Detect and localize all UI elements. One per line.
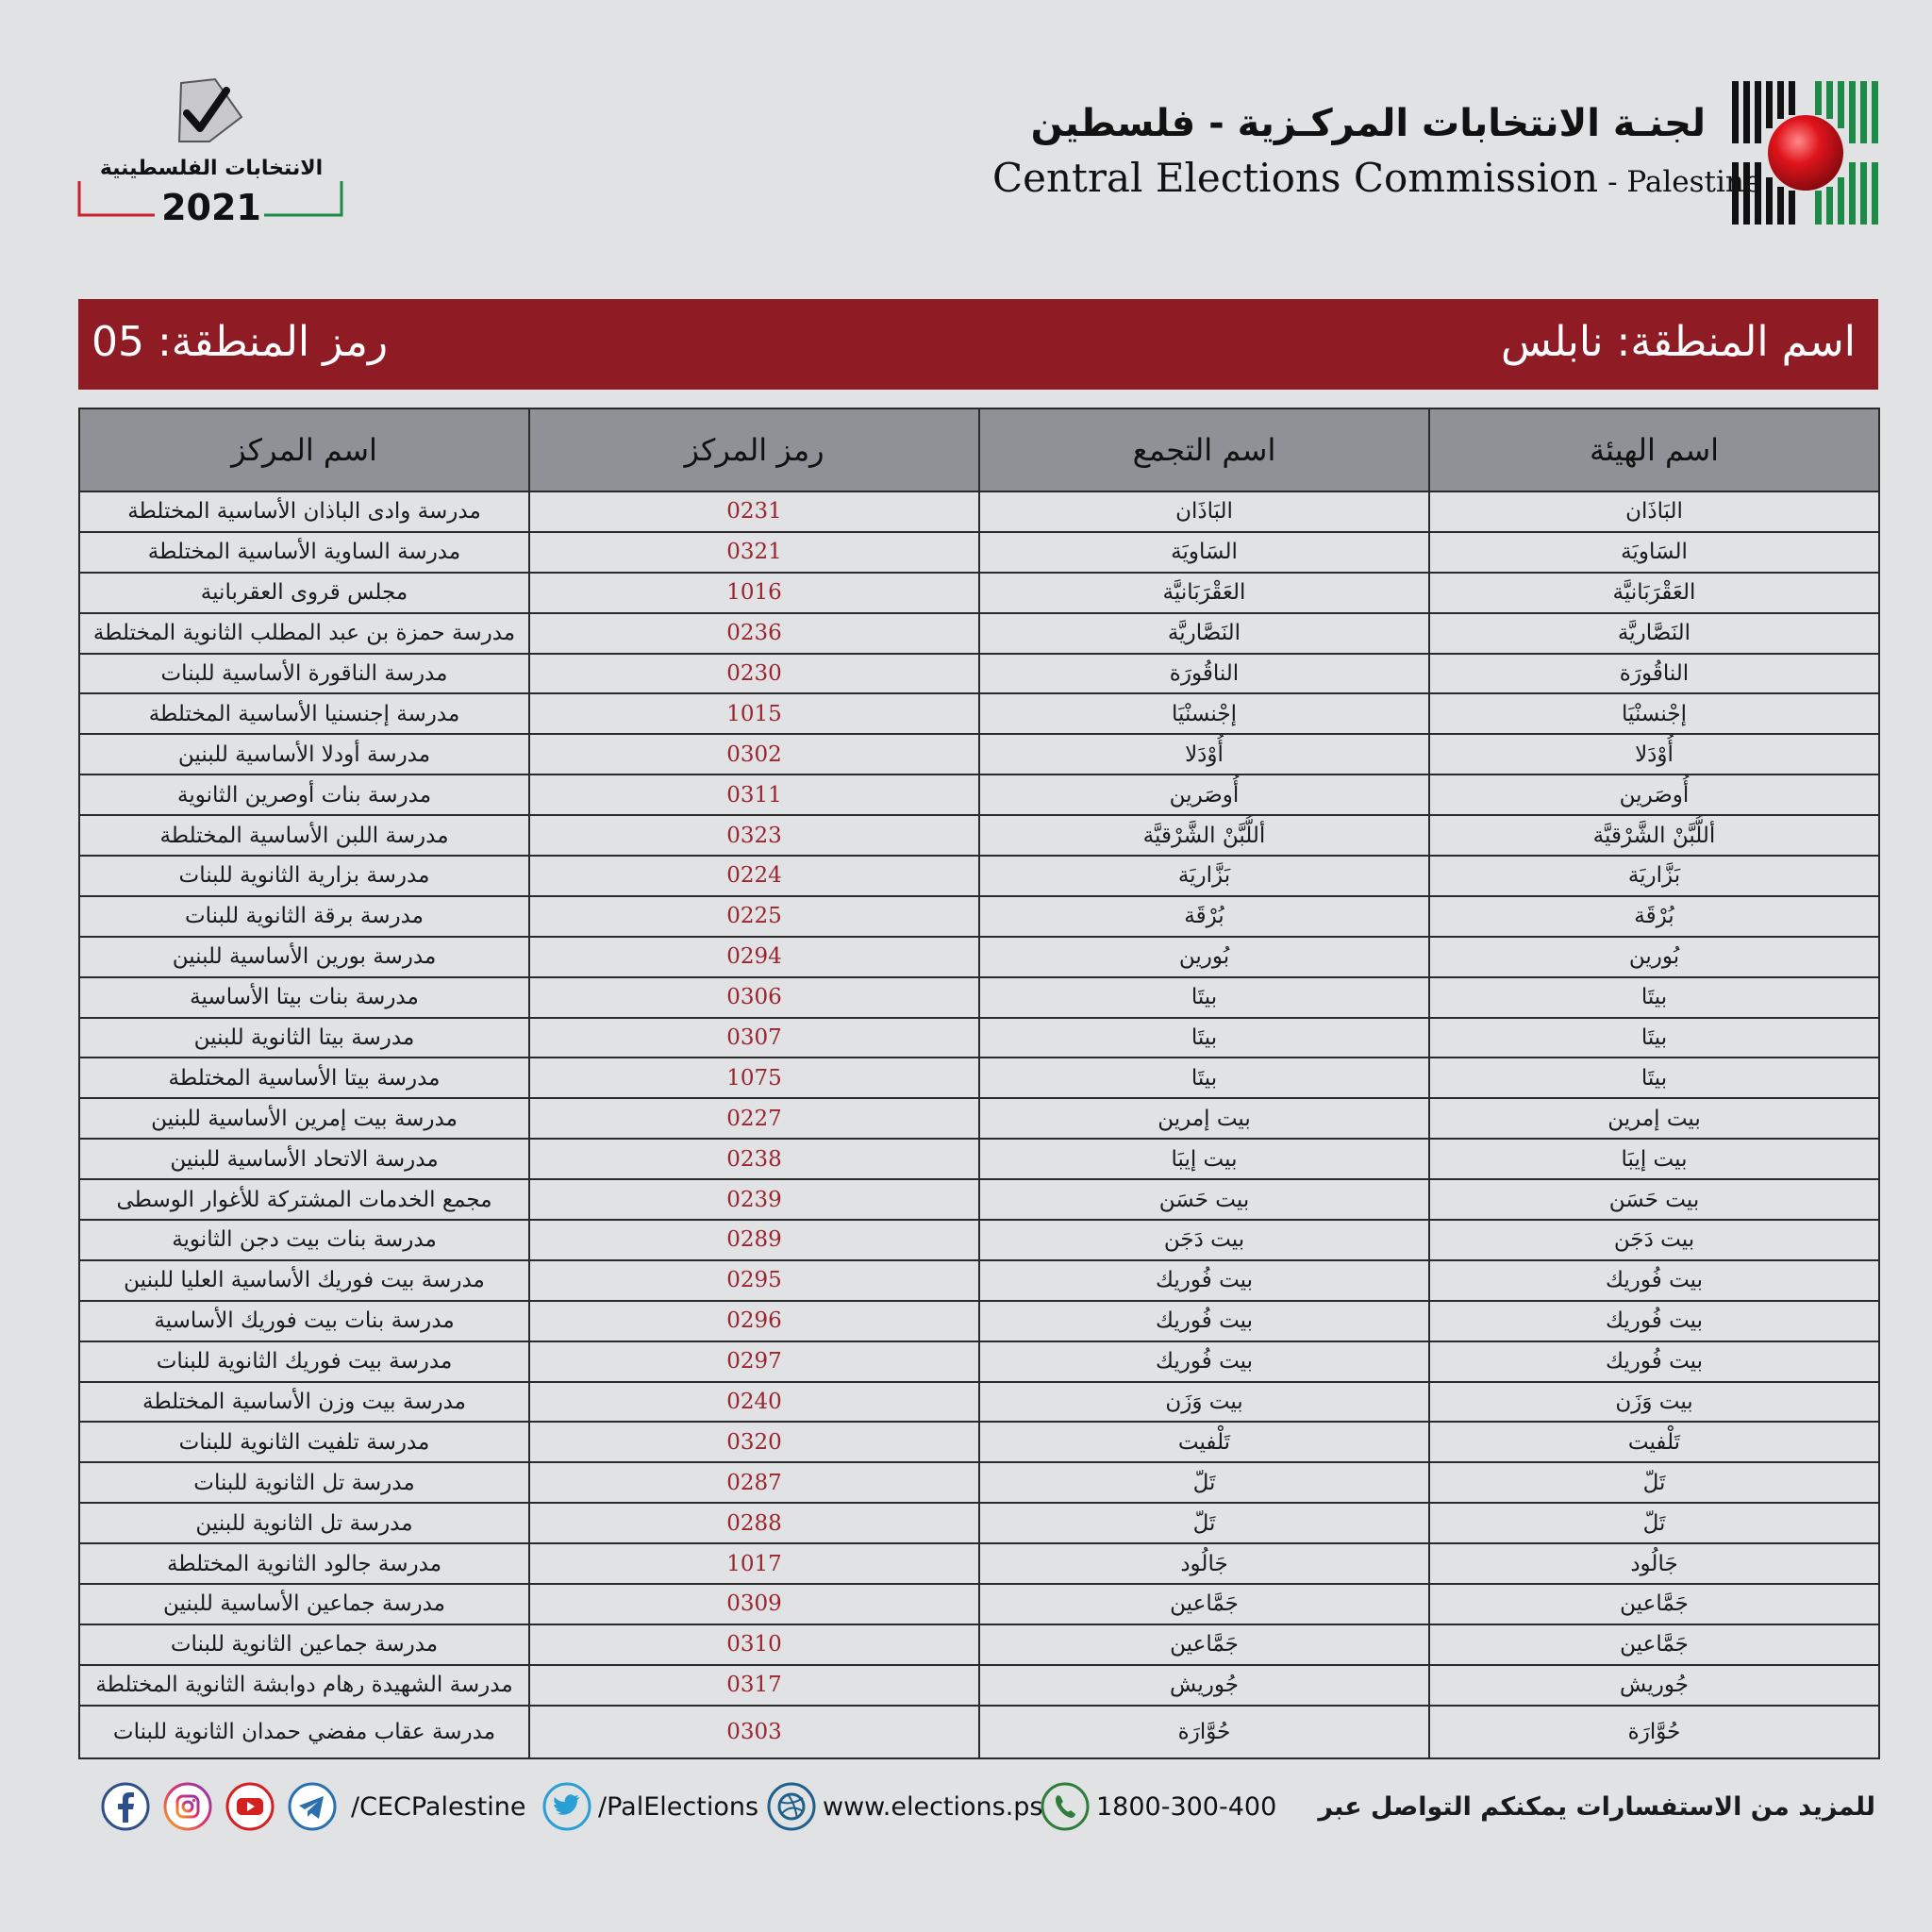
- cell-authority-name: أللُّبَّنْ الشَّرْقيَّة: [1429, 815, 1879, 856]
- cell-locality-name: بيت دَجَن: [979, 1220, 1429, 1260]
- cell-center-name: مدرسة وادى الباذان الأساسية المختلطة: [79, 491, 529, 532]
- polling-centers-table: [78, 408, 1878, 1759]
- org-name-english-main: Central Elections Commission: [992, 155, 1599, 201]
- cell-locality-name: جَمَّاعين: [979, 1624, 1429, 1665]
- cell-locality-name: أُوْدَلا: [979, 734, 1429, 774]
- cell-authority-name: بيتَا: [1429, 1018, 1879, 1058]
- table-row: [79, 1260, 1879, 1301]
- table-row: [79, 573, 1879, 613]
- cell-center-code: 0238: [529, 1139, 979, 1179]
- cell-center-code: 0296: [529, 1301, 979, 1341]
- cell-locality-name: العَقْرَبَانيَّة: [979, 573, 1429, 613]
- cell-center-name: مدرسة أودلا الأساسية للبنين: [79, 734, 529, 774]
- cell-authority-name: تَلْفيت: [1429, 1422, 1879, 1462]
- table-row: [79, 491, 1879, 532]
- cell-center-name: مدرسة إجنسنيا الأساسية المختلطة: [79, 693, 529, 734]
- cell-center-code: 1017: [529, 1543, 979, 1584]
- cell-center-code: 0227: [529, 1098, 979, 1139]
- cell-authority-name: بيت فُوريك: [1429, 1341, 1879, 1382]
- column-header-center-name: اسم المركز: [79, 408, 529, 491]
- table-row: [79, 693, 1879, 734]
- table-row: [79, 532, 1879, 573]
- table-row: [79, 1382, 1879, 1423]
- facebook-icon[interactable]: [100, 1781, 151, 1832]
- cell-center-name: مدرسة بنات بيت دجن الثانوية: [79, 1220, 529, 1260]
- cell-center-code: 0310: [529, 1624, 979, 1665]
- cell-center-name: مدرسة تلفيت الثانوية للبنات: [79, 1422, 529, 1462]
- cell-center-name: مدرسة الشهيدة رهام دوابشة الثانوية المختلطة: [79, 1665, 529, 1706]
- table-row: [79, 613, 1879, 654]
- table-row: [79, 1098, 1879, 1139]
- org-name-country: Palestine: [1626, 165, 1762, 199]
- cell-center-code: 1016: [529, 573, 979, 613]
- cell-center-name: مدرسة الاتحاد الأساسية للبنين: [79, 1139, 529, 1179]
- column-header-center-code: رمز المركز: [529, 408, 979, 491]
- cell-authority-name: بيت فُوريك: [1429, 1301, 1879, 1341]
- table-row: [79, 1503, 1879, 1543]
- cell-locality-name: النَصَّاريَّة: [979, 613, 1429, 654]
- cell-locality-name: جَمَّاعين: [979, 1584, 1429, 1624]
- cell-center-name: مدرسة تل الثانوية للبنين: [79, 1503, 529, 1543]
- table-row: [79, 856, 1879, 896]
- cell-center-code: 0288: [529, 1503, 979, 1543]
- cell-center-code: 0306: [529, 977, 979, 1018]
- cell-locality-name: بيتَا: [979, 977, 1429, 1018]
- youtube-icon[interactable]: [225, 1781, 275, 1832]
- table-row: [79, 1179, 1879, 1220]
- table-row: [79, 774, 1879, 815]
- cell-center-name: مدرسة اللبن الأساسية المختلطة: [79, 815, 529, 856]
- cell-center-name: مجمع الخدمات المشتركة للأغوار الوسطى: [79, 1179, 529, 1220]
- table-row: [79, 896, 1879, 937]
- cell-center-code: 0311: [529, 774, 979, 815]
- cell-center-name: مدرسة بنات بيت فوريك الأساسية: [79, 1301, 529, 1341]
- region-code: رمز المنطقة: 05: [92, 318, 389, 366]
- cell-authority-name: جَمَّاعين: [1429, 1624, 1879, 1665]
- cell-center-code: 0317: [529, 1665, 979, 1706]
- cell-center-code: 0297: [529, 1341, 979, 1382]
- table-row: [79, 1058, 1879, 1098]
- cell-authority-name: جَالُود: [1429, 1543, 1879, 1584]
- cell-locality-name: بيتَا: [979, 1058, 1429, 1098]
- footer-contact-bar: [75, 1781, 1879, 1838]
- cell-center-code: 0295: [529, 1260, 979, 1301]
- cell-center-name: مدرسة الساوية الأساسية المختلطة: [79, 532, 529, 573]
- cell-center-code: 0320: [529, 1422, 979, 1462]
- cell-locality-name: أُوصَرين: [979, 774, 1429, 815]
- cell-locality-name: أللُّبَّنْ الشَّرْقيَّة: [979, 815, 1429, 856]
- cell-center-code: 0225: [529, 896, 979, 937]
- table-row: [79, 1462, 1879, 1503]
- social-handle[interactable]: /CECPalestine: [351, 1792, 526, 1822]
- cell-authority-name: بيت إمرين: [1429, 1098, 1879, 1139]
- instagram-icon[interactable]: [162, 1781, 213, 1832]
- cell-authority-name: النَصَّاريَّة: [1429, 613, 1879, 654]
- cell-center-name: مدرسة حمزة بن عبد المطلب الثانوية المختلطة: [79, 613, 529, 654]
- cell-center-name: مدرسة برقة الثانوية للبنات: [79, 896, 529, 937]
- twitter-icon: [541, 1781, 592, 1832]
- elections-title: الانتخابات الفلسطينية: [99, 157, 324, 180]
- column-header-locality: اسم التجمع: [979, 408, 1429, 491]
- cell-authority-name: بُورين: [1429, 937, 1879, 977]
- cell-locality-name: بيت فُوريك: [979, 1341, 1429, 1382]
- cell-center-name: مجلس قروى العقربانية: [79, 573, 529, 613]
- cell-center-name: مدرسة بزارية الثانوية للبنات: [79, 856, 529, 896]
- cell-authority-name: بيت فُوريك: [1429, 1260, 1879, 1301]
- cell-center-code: 0307: [529, 1018, 979, 1058]
- cell-center-code: 0289: [529, 1220, 979, 1260]
- cell-center-code: 0309: [529, 1584, 979, 1624]
- cell-authority-name: جَمَّاعين: [1429, 1584, 1879, 1624]
- cell-center-code: 0294: [529, 937, 979, 977]
- cell-center-code: 0302: [529, 734, 979, 774]
- table-row: [79, 1665, 1879, 1706]
- table-row: [79, 1422, 1879, 1462]
- cell-authority-name: بيت إيبَا: [1429, 1139, 1879, 1179]
- cell-authority-name: بُرْقَة: [1429, 896, 1879, 937]
- cell-locality-name: بَزَّاريَة: [979, 856, 1429, 896]
- cell-authority-name: بيت وَزَن: [1429, 1382, 1879, 1423]
- table-row: [79, 1341, 1879, 1382]
- cell-locality-name: بيت وَزَن: [979, 1382, 1429, 1423]
- table-row: [79, 1139, 1879, 1179]
- cell-center-name: مدرسة جالود الثانوية المختلطة: [79, 1543, 529, 1584]
- cell-authority-name: البَاذَان: [1429, 491, 1879, 532]
- cell-locality-name: بيت حَسَن: [979, 1179, 1429, 1220]
- cell-authority-name: الناقُورَة: [1429, 654, 1879, 694]
- cell-authority-name: تَلّ: [1429, 1462, 1879, 1503]
- table-row: [79, 815, 1879, 856]
- table-row: [79, 1543, 1879, 1584]
- cell-authority-name: حُوَّارَة: [1429, 1706, 1879, 1758]
- cell-locality-name: بيتَا: [979, 1018, 1429, 1058]
- org-name-arabic: لجنـة الانتخابات المركـزية - فلسطين: [1030, 102, 1706, 145]
- cell-center-code: 0323: [529, 815, 979, 856]
- elections-year: 2021: [161, 187, 261, 228]
- cell-authority-name: بيتَا: [1429, 1058, 1879, 1098]
- phone-icon: [1040, 1781, 1091, 1832]
- cell-locality-name: بيت إيبَا: [979, 1139, 1429, 1179]
- cell-locality-name: جُوريش: [979, 1665, 1429, 1706]
- cell-center-code: 0240: [529, 1382, 979, 1423]
- cell-locality-name: تَلّ: [979, 1462, 1429, 1503]
- contact-prompt: للمزيد من الاستفسارات يمكنكم التواصل عبر: [1318, 1792, 1875, 1822]
- cell-locality-name: تَلّ: [979, 1503, 1429, 1543]
- cell-center-name: مدرسة بيت فوريك الأساسية العليا للبنين: [79, 1260, 529, 1301]
- cell-center-name: مدرسة بيتا الأساسية المختلطة: [79, 1058, 529, 1098]
- cell-authority-name: جُوريش: [1429, 1665, 1879, 1706]
- cell-center-code: 0224: [529, 856, 979, 896]
- cell-center-name: مدرسة بيت وزن الأساسية المختلطة: [79, 1382, 529, 1423]
- table-row: [79, 1624, 1879, 1665]
- table-row: [79, 937, 1879, 977]
- cell-authority-name: إجْنسنْيَا: [1429, 693, 1879, 734]
- phone-number[interactable]: 1800-300-400: [1096, 1792, 1277, 1822]
- cell-center-name: مدرسة عقاب مفضي حمدان الثانوية للبنات: [79, 1706, 529, 1758]
- column-header-authority: اسم الهيئة: [1429, 408, 1879, 491]
- cell-authority-name: بيت حَسَن: [1429, 1179, 1879, 1220]
- cell-locality-name: إجْنسنْيَا: [979, 693, 1429, 734]
- cell-center-code: 0239: [529, 1179, 979, 1220]
- website-link[interactable]: www.elections.ps: [823, 1792, 1043, 1822]
- cell-center-code: 0236: [529, 613, 979, 654]
- cell-center-code: 0231: [529, 491, 979, 532]
- cell-locality-name: بيت فُوريك: [979, 1260, 1429, 1301]
- table-row: [79, 1584, 1879, 1624]
- twitter-handle[interactable]: /PalElections: [598, 1792, 759, 1822]
- cell-authority-name: بيتَا: [1429, 977, 1879, 1018]
- region-banner: [78, 299, 1878, 390]
- cell-authority-name: تَلّ: [1429, 1503, 1879, 1543]
- cell-center-name: مدرسة جماعين الأساسية للبنين: [79, 1584, 529, 1624]
- cell-center-name: مدرسة بنات أوصرين الثانوية: [79, 774, 529, 815]
- table-row: [79, 1706, 1879, 1758]
- table-row: [79, 1220, 1879, 1260]
- cec-logo-graphic: [1732, 81, 1879, 225]
- cec-logo: [1732, 81, 1879, 225]
- table-row: [79, 1018, 1879, 1058]
- cell-center-code: 1075: [529, 1058, 979, 1098]
- cell-locality-name: الناقُورَة: [979, 654, 1429, 694]
- cell-authority-name: السَاويَة: [1429, 532, 1879, 573]
- cell-authority-name: العَقْرَبَانيَّة: [1429, 573, 1879, 613]
- table-row: [79, 734, 1879, 774]
- cell-locality-name: البَاذَان: [979, 491, 1429, 532]
- cell-authority-name: بَزَّاريَة: [1429, 856, 1879, 896]
- cell-center-name: مدرسة الناقورة الأساسية للبنات: [79, 654, 529, 694]
- cell-authority-name: أُوْدَلا: [1429, 734, 1879, 774]
- table-row: [79, 977, 1879, 1018]
- dribbble-globe-icon: [766, 1781, 817, 1832]
- cell-center-name: مدرسة بيت إمرين الأساسية للبنين: [79, 1098, 529, 1139]
- region-name: اسم المنطقة: نابلس: [1500, 318, 1856, 366]
- telegram-icon[interactable]: [287, 1781, 338, 1832]
- cell-locality-name: بيت إمرين: [979, 1098, 1429, 1139]
- cell-center-name: مدرسة بنات بيتا الأساسية: [79, 977, 529, 1018]
- cell-locality-name: جَالُود: [979, 1543, 1429, 1584]
- cell-center-code: 0321: [529, 532, 979, 573]
- cell-center-name: مدرسة بورين الأساسية للبنين: [79, 937, 529, 977]
- cell-center-name: مدرسة بيت فوريك الثانوية للبنات: [79, 1341, 529, 1382]
- cell-locality-name: بيت فُوريك: [979, 1301, 1429, 1341]
- cell-locality-name: بُرْقَة: [979, 896, 1429, 937]
- cell-locality-name: تَلْفيت: [979, 1422, 1429, 1462]
- org-name-english: [992, 155, 1762, 201]
- cell-center-name: مدرسة تل الثانوية للبنات: [79, 1462, 529, 1503]
- cell-center-code: 0303: [529, 1706, 979, 1758]
- cell-locality-name: بُورين: [979, 937, 1429, 977]
- table-header-row: [79, 408, 1879, 491]
- cell-center-code: 0230: [529, 654, 979, 694]
- org-name-separator: -: [1598, 165, 1627, 199]
- cell-authority-name: بيت دَجَن: [1429, 1220, 1879, 1260]
- cell-center-name: مدرسة جماعين الثانوية للبنات: [79, 1624, 529, 1665]
- table-row: [79, 654, 1879, 694]
- cell-locality-name: حُوَّارَة: [979, 1706, 1429, 1758]
- cell-locality-name: السَاويَة: [979, 532, 1429, 573]
- cell-center-name: مدرسة بيتا الثانوية للبنين: [79, 1018, 529, 1058]
- cell-center-code: 1015: [529, 693, 979, 734]
- table-row: [79, 1301, 1879, 1341]
- cell-center-code: 0287: [529, 1462, 979, 1503]
- cell-authority-name: أُوصَرين: [1429, 774, 1879, 815]
